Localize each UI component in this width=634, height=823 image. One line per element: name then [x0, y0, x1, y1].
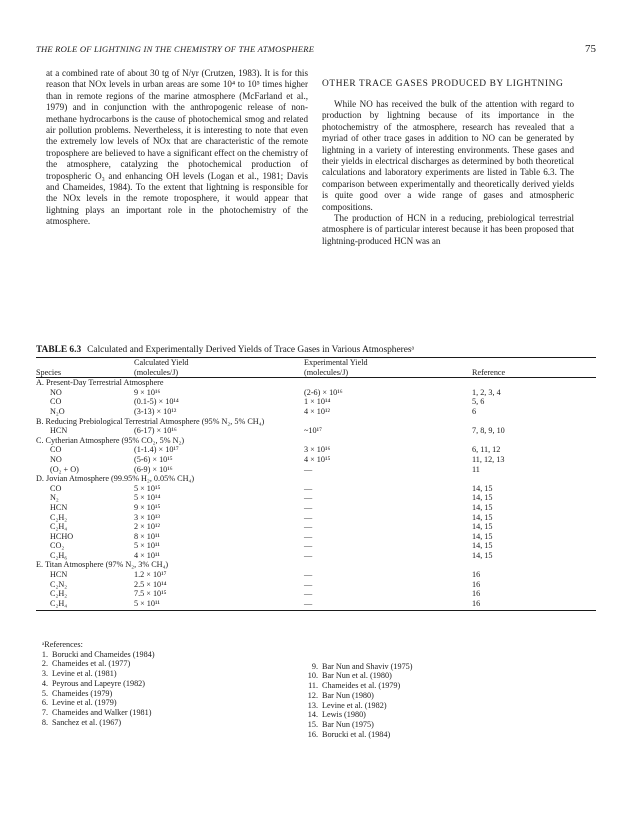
table-row — [36, 541, 596, 551]
table-row — [36, 397, 596, 407]
table-section-title — [36, 378, 596, 388]
cell-experimental-yield: — — [304, 464, 313, 474]
cell-reference: 14, 15 — [472, 502, 493, 512]
cell-species: C₂H₄ — [50, 522, 68, 532]
reference-item — [36, 708, 286, 718]
table-row — [36, 513, 596, 523]
table-section-title — [36, 474, 596, 484]
cell-experimental-yield: — — [304, 550, 313, 560]
cell-reference: 14, 15 — [472, 483, 493, 493]
body-paragraph: The production of HCN in a reducing, prebiological terrestrial atmosphere is of particular interest because it has been proposed that lightning-produced HCN was an — [322, 213, 574, 246]
cell-reference: 6 — [472, 406, 477, 416]
cell-calculated-yield: 3 × 10¹³ — [134, 512, 160, 522]
reference-text: Borucki et al. (1984) — [322, 729, 391, 739]
cell-calculated-yield: (6-9) × 10¹⁶ — [134, 464, 173, 474]
cell-calculated-yield: 4 × 10¹¹ — [134, 550, 160, 560]
reference-number: 5. — [41, 688, 48, 698]
cell-experimental-yield: — — [304, 502, 313, 512]
cell-species: (O₂ + O) — [50, 464, 79, 474]
left-column — [46, 68, 308, 228]
table-row — [36, 445, 596, 455]
reference-item — [306, 701, 556, 711]
cell-calculated-yield: 1.2 × 10¹⁷ — [134, 570, 167, 580]
reference-text: Peyrous and Lapeyre (1982) — [52, 678, 145, 688]
table-caption — [36, 345, 596, 355]
header-calc-units: (molecules/J) — [134, 368, 304, 378]
cell-calculated-yield: 5 × 10¹¹ — [134, 541, 160, 551]
section-title: A. Present-Day Terrestrial Atmosphere — [36, 378, 164, 388]
cell-reference: 14, 15 — [472, 531, 493, 541]
cell-reference: 11 — [472, 464, 480, 474]
reference-number: 10. — [307, 671, 318, 681]
table-row — [36, 388, 596, 398]
cell-species: HCN — [50, 502, 68, 512]
header-reference: Reference — [472, 368, 596, 378]
cell-experimental-yield: — — [304, 512, 313, 522]
reference-number: 14. — [307, 710, 318, 720]
reference-text: Levine et al. (1979) — [52, 698, 117, 708]
reference-item — [36, 689, 286, 699]
cell-experimental-yield: ~10¹⁷ — [304, 426, 322, 436]
cell-experimental-yield: 4 × 10¹² — [304, 406, 330, 416]
reference-text: Chameides (1979) — [52, 688, 113, 698]
table-row — [36, 426, 596, 436]
cell-species: C₂N₂ — [50, 579, 68, 589]
table-section-title — [36, 417, 596, 427]
reference-text: Levine et al. (1982) — [322, 700, 387, 710]
cell-calculated-yield: 5 × 10¹⁴ — [134, 493, 161, 503]
cell-reference: 14, 15 — [472, 493, 493, 503]
table-row — [36, 493, 596, 503]
references-right-column — [306, 662, 556, 740]
table-section-title — [36, 436, 596, 446]
cell-species: C₂H₂ — [50, 589, 68, 599]
body-paragraph: While NO has received the bulk of the attention with regard to production by lightning because of its importance in the photochemistry of the atmosphere, research has revealed that a myriad of other trace gases in addition to NO can be generated by lightning in a variety of interesting environments. These gases and their yields in electrical discharges as determined by both theoretical calculations and laboratory experiments are listed in Table 6.3. The comparison between experimentally and theoretically derived yields is quite good over a wide range of gases and atmospheric compositions. — [322, 99, 574, 212]
reference-item — [36, 718, 286, 728]
cell-calculated-yield: (1-1.4) × 10¹⁷ — [134, 445, 179, 455]
reference-text: Bar Nun and Shaviv (1975) — [322, 661, 413, 671]
cell-species: C₂H₄ — [50, 598, 68, 608]
cell-experimental-yield: — — [304, 589, 313, 599]
cell-calculated-yield: 8 × 10¹¹ — [134, 531, 160, 541]
cell-calculated-yield: 5 × 10¹¹ — [134, 598, 160, 608]
yields-table — [36, 358, 596, 608]
header-calculated-yield: Calculated Yield — [134, 358, 189, 367]
table-row — [36, 570, 596, 580]
section-heading: OTHER TRACE GASES PRODUCED BY LIGHTNING — [322, 79, 564, 89]
references-left-column — [36, 650, 286, 728]
cell-species: NO — [50, 454, 62, 464]
table-row — [36, 599, 596, 609]
header-species: Species — [36, 368, 134, 378]
reference-number: 3. — [41, 669, 48, 679]
cell-reference: 16 — [472, 570, 481, 580]
cell-experimental-yield: — — [304, 579, 313, 589]
cell-calculated-yield: (0.1-5) × 10¹⁴ — [134, 397, 179, 407]
cell-experimental-yield: 3 × 10¹⁶ — [304, 445, 331, 455]
cell-calculated-yield: (6-17) × 10¹⁶ — [134, 426, 177, 436]
reference-item — [36, 650, 286, 660]
cell-reference: 14, 15 — [472, 541, 493, 551]
reference-text: Chameides et al. (1977) — [52, 659, 131, 669]
cell-reference: 7, 8, 9, 10 — [472, 426, 505, 436]
reference-number: 13. — [307, 700, 318, 710]
reference-text: Chameides et al. (1979) — [322, 681, 401, 691]
reference-text: Borucki and Chameides (1984) — [52, 649, 155, 659]
reference-item — [36, 679, 286, 689]
cell-reference: 16 — [472, 589, 481, 599]
cell-reference: 14, 15 — [472, 512, 493, 522]
section-title: D. Jovian Atmosphere (99.95% H₂, 0.05% CH₄) — [36, 474, 195, 484]
reference-number: 7. — [41, 707, 48, 717]
reference-number: 11. — [308, 681, 318, 691]
table-row — [36, 503, 596, 513]
cell-species: C₂H₆ — [50, 550, 68, 560]
reference-number: 8. — [41, 717, 48, 727]
reference-text: Bar Nun (1975) — [322, 719, 374, 729]
cell-reference: 6, 11, 12 — [472, 445, 501, 455]
table-label: TABLE 6.3 — [36, 345, 82, 355]
reference-text: Chameides and Walker (1981) — [52, 707, 152, 717]
cell-calculated-yield: (5-6) × 10¹⁵ — [134, 454, 173, 464]
reference-text: Bar Nun (1980) — [322, 690, 374, 700]
reference-number: 16. — [307, 729, 318, 739]
table-6-3 — [36, 345, 596, 611]
cell-species: HCHO — [50, 531, 74, 541]
reference-number: 1. — [41, 649, 48, 659]
cell-calculated-yield: 2.5 × 10¹⁴ — [134, 579, 167, 589]
reference-item — [36, 669, 286, 679]
cell-calculated-yield: 7.5 × 10¹⁵ — [134, 589, 167, 599]
section-title: E. Titan Atmosphere (97% N₂, 3% CH₄) — [36, 560, 169, 570]
section-title: C. Cytherian Atmosphere (95% CO₂, 5% N₂) — [36, 435, 185, 445]
cell-species: CO — [50, 397, 62, 407]
running-title: THE ROLE OF LIGHTNING IN THE CHEMISTRY OF THE ATMOSPHERE — [36, 44, 315, 54]
reference-number: 12. — [307, 690, 318, 700]
table-section-title — [36, 560, 596, 570]
section-title: B. Reducing Prebiological Terrestrial Atmosphere (95% N₂, 5% CH₄) — [36, 416, 265, 426]
reference-number: 6. — [41, 698, 48, 708]
body-paragraph: at a combined rate of about 30 tg of N/yr (Crutzen, 1983). It is for this reason that NOx levels in urban areas are some 10⁴ to 10⁵ times higher than in remote regions of the marine atmosphere (McFarland et al., 1979) and in conjunction with the anthropogenic release of non-methane hydrocarbons is the cause of photochemical smog and related air pollution problems. Nevertheless, it is interesting to note that even the extremely low levels of NOx that are characteristic of the remote troposphere are believed to have a significant effect on the chemistry of the atmosphere, catalyzing the photochemical production of tropospheric O₃ and enhancing OH levels (Logan et al., 1981; Davis and Chameides, 1984). To the extent that lightning is responsible for the NOx levels in the remote troposphere, it would appear that lightning plays an important role in the photochemistry of the atmosphere. — [46, 68, 308, 227]
header-experimental-yield: Experimental Yield — [304, 358, 368, 367]
reference-item — [306, 730, 556, 740]
references-heading: ᵃReferences: — [42, 640, 83, 649]
cell-experimental-yield: (2-6) × 10¹⁶ — [304, 387, 343, 397]
table-row — [36, 484, 596, 494]
reference-item — [306, 710, 556, 720]
cell-reference: 14, 15 — [472, 522, 493, 532]
right-column — [322, 68, 574, 247]
cell-reference: 5, 6 — [472, 397, 485, 407]
cell-reference: 11, 12, 13 — [472, 454, 505, 464]
reference-item — [306, 691, 556, 701]
cell-calculated-yield: 5 × 10¹⁵ — [134, 483, 161, 493]
cell-calculated-yield: 2 × 10¹² — [134, 522, 160, 532]
reference-item — [306, 671, 556, 681]
reference-text: Lewis (1980) — [322, 710, 366, 720]
cell-species: N₂ — [50, 493, 59, 503]
cell-experimental-yield: — — [304, 493, 313, 503]
table-row — [36, 589, 596, 599]
cell-reference: 16 — [472, 598, 481, 608]
cell-species: NO — [50, 387, 62, 397]
table-row — [36, 455, 596, 465]
cell-species: CO — [50, 445, 62, 455]
table-row — [36, 551, 596, 561]
cell-experimental-yield: — — [304, 541, 313, 551]
table-header-row — [36, 368, 596, 378]
table-row — [36, 465, 596, 475]
reference-text: Levine et al. (1981) — [52, 669, 117, 679]
cell-reference: 16 — [472, 579, 481, 589]
cell-species: N₂O — [50, 406, 65, 416]
table-row — [36, 407, 596, 417]
cell-reference: 1, 2, 3, 4 — [472, 387, 501, 397]
cell-experimental-yield: — — [304, 598, 313, 608]
table-row — [36, 580, 596, 590]
reference-item — [36, 659, 286, 669]
cell-experimental-yield: 1 × 10¹⁴ — [304, 397, 331, 407]
reference-item — [36, 698, 286, 708]
reference-text: Bar Nun et al. (1980) — [322, 671, 392, 681]
cell-species: HCN — [50, 426, 68, 436]
reference-text: Sanchez et al. (1967) — [52, 717, 122, 727]
running-header — [36, 44, 596, 58]
reference-item — [306, 720, 556, 730]
cell-experimental-yield: — — [304, 522, 313, 532]
cell-species: HCN — [50, 570, 68, 580]
header-exp-units: (molecules/J) — [304, 368, 472, 378]
table-bottom-rule — [36, 610, 596, 611]
page-number: 75 — [585, 43, 596, 55]
table-row — [36, 532, 596, 542]
table-header-row — [36, 358, 596, 368]
table-caption-text: Calculated and Experimentally Derived Yields of Trace Gases in Various Atmospheresᵃ — [87, 345, 415, 355]
table-row — [36, 522, 596, 532]
reference-number: 2. — [41, 659, 48, 669]
cell-species: CO — [50, 483, 62, 493]
reference-number: 15. — [307, 719, 318, 729]
cell-calculated-yield: 9 × 10¹⁶ — [134, 387, 161, 397]
cell-experimental-yield: — — [304, 531, 313, 541]
table-references — [36, 640, 596, 739]
cell-species: C₂H₂ — [50, 512, 68, 522]
cell-experimental-yield: — — [304, 483, 313, 493]
cell-experimental-yield: 4 × 10¹⁵ — [304, 454, 331, 464]
cell-reference: 14, 15 — [472, 550, 493, 560]
cell-species: CO₂ — [50, 541, 65, 551]
cell-experimental-yield: — — [304, 570, 313, 580]
reference-number: 9. — [311, 661, 318, 671]
reference-item — [306, 681, 556, 691]
cell-calculated-yield: 9 × 10¹⁵ — [134, 502, 161, 512]
cell-calculated-yield: (3-13) × 10¹² — [134, 406, 177, 416]
reference-item — [306, 662, 556, 672]
reference-number: 4. — [41, 678, 48, 688]
